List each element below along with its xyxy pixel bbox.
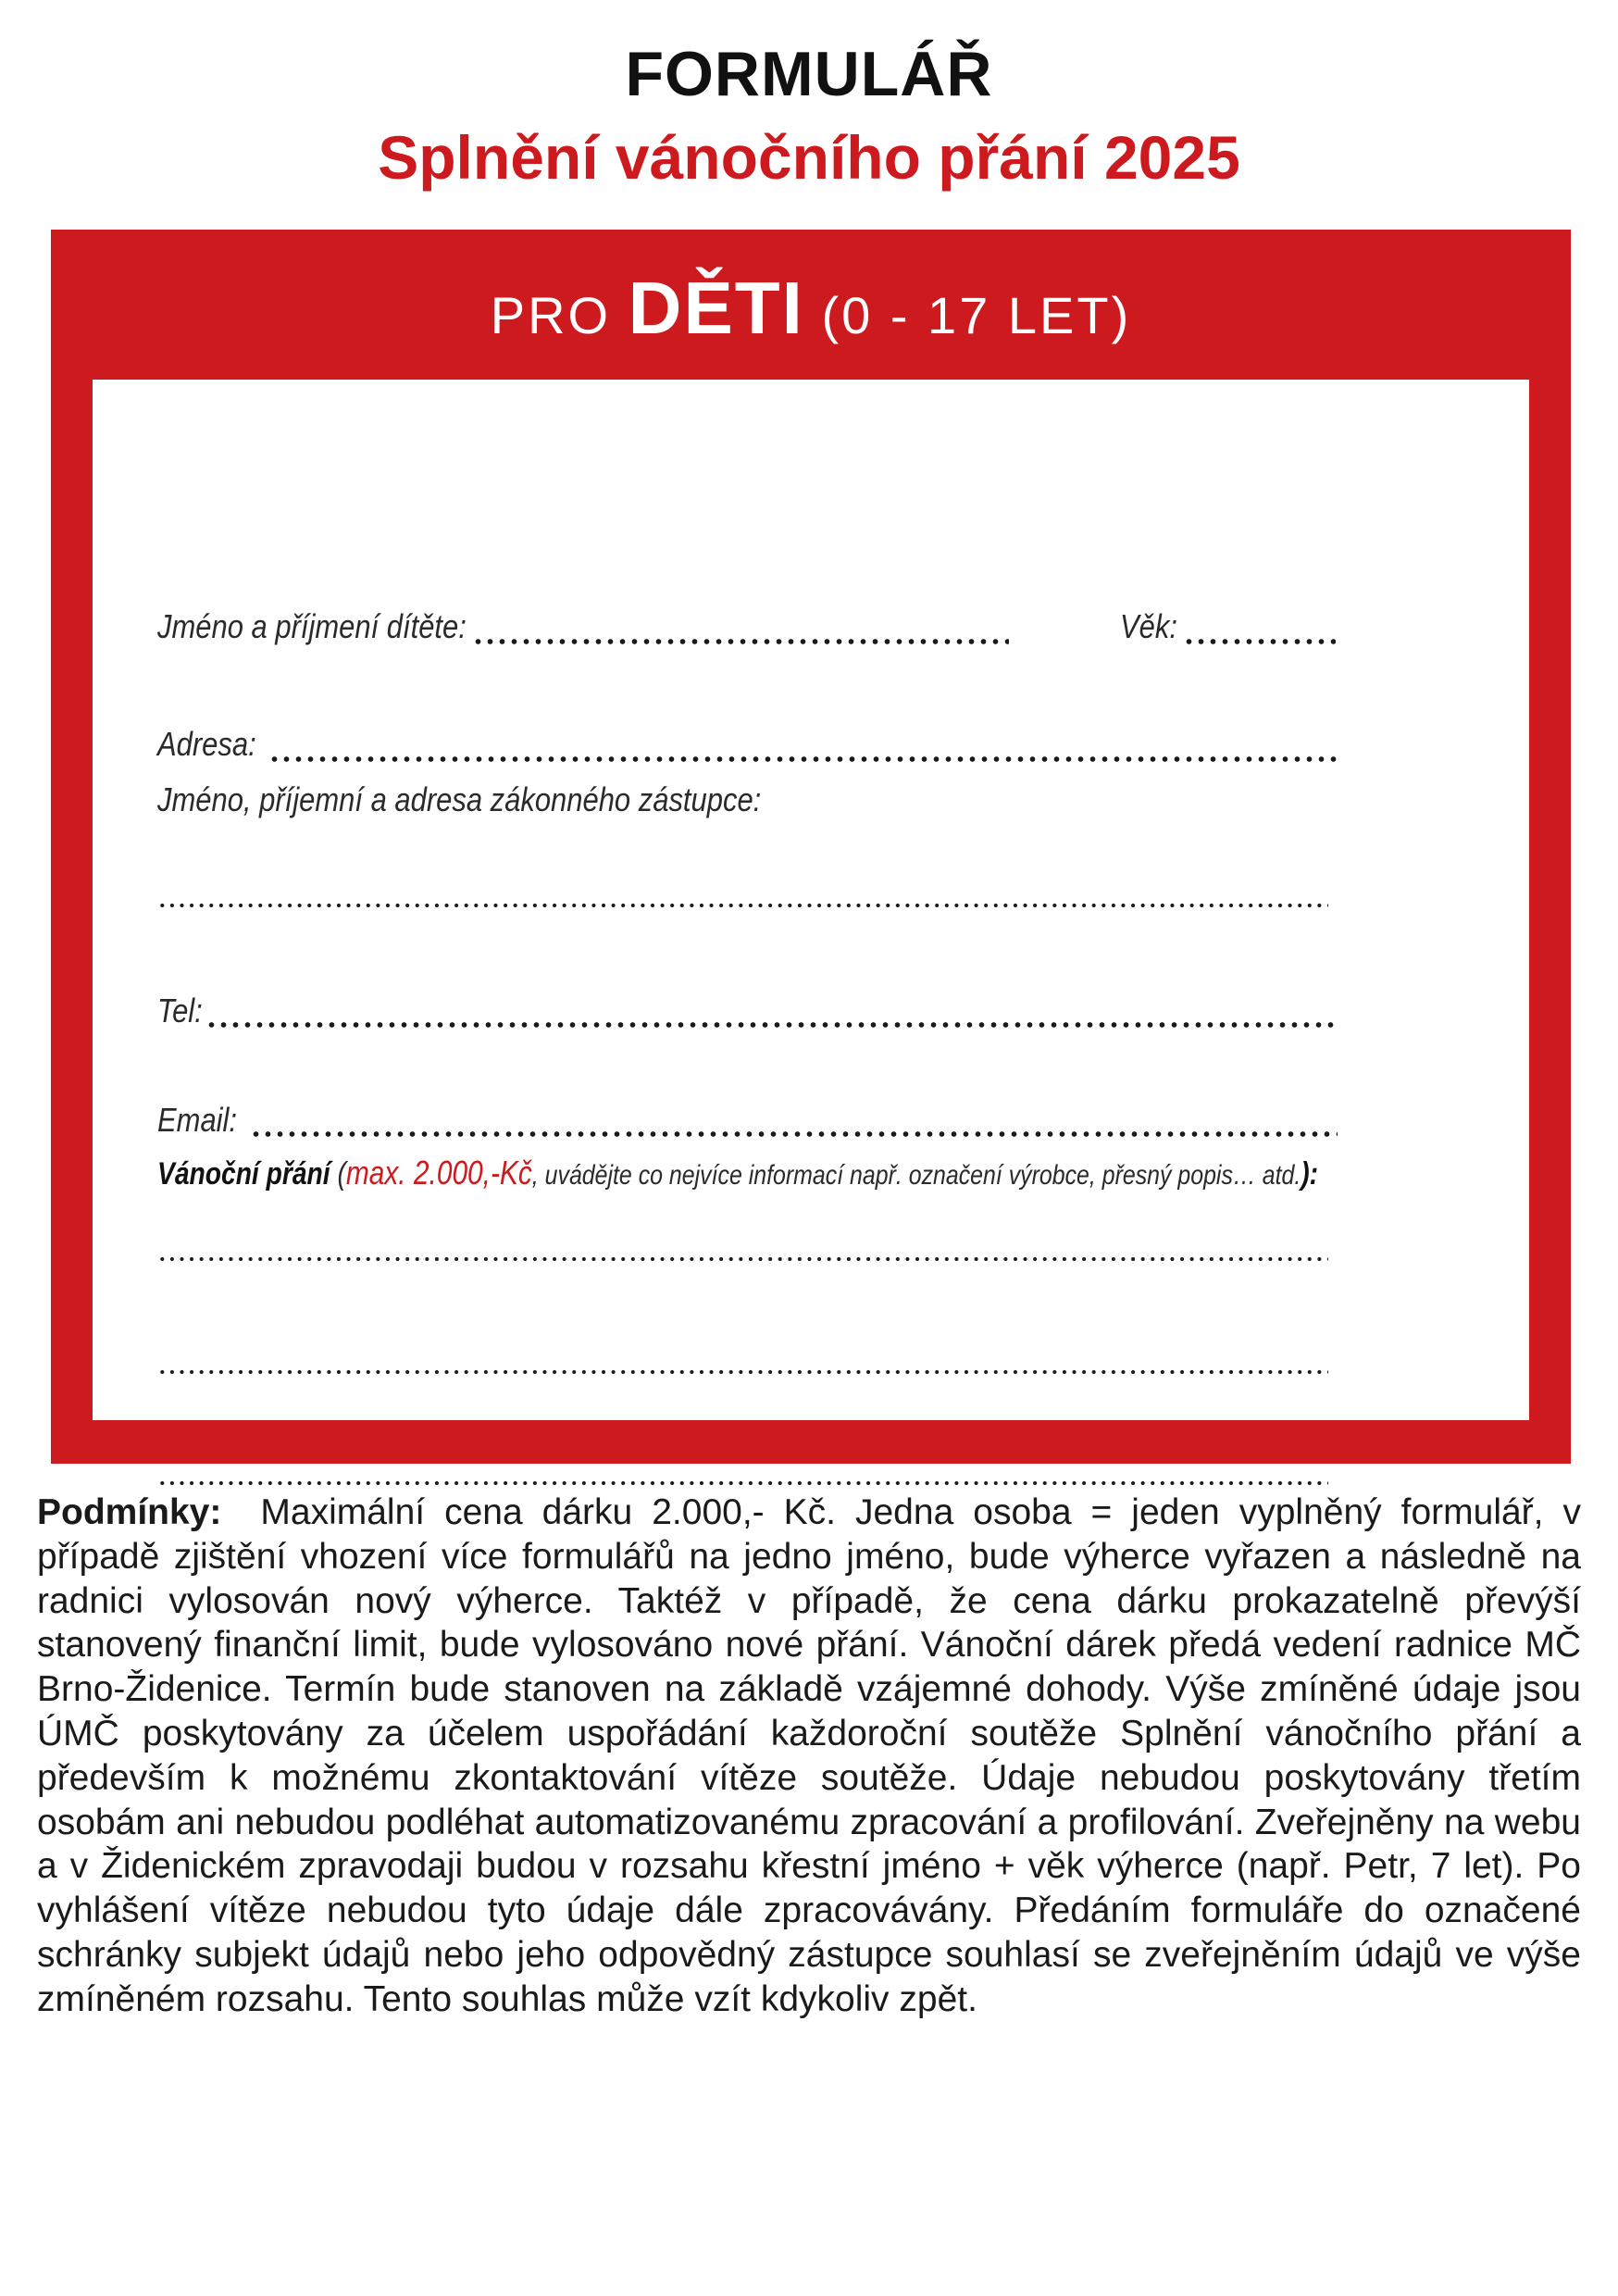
audience-heading — [51, 267, 1571, 349]
wish-max-price: max. 2.000,-Kč — [345, 1154, 532, 1192]
wish-line-3[interactable] — [157, 1479, 1328, 1487]
conditions-label: Podmínky: — [37, 1492, 222, 1532]
address-label: Adresa: — [157, 725, 256, 763]
audience-suffix: (0 - 17 LET) — [803, 286, 1132, 344]
conditions-text — [37, 1491, 1581, 2022]
wish-instructions: , uvádějte co nejvíce informací např. označení výrobce, přesný popis… atd. — [531, 1160, 1301, 1191]
wish-line-1[interactable] — [157, 1255, 1328, 1263]
email-field[interactable] — [250, 1129, 1338, 1139]
guardian-field[interactable] — [157, 902, 1328, 909]
wish-label-close: ): — [1301, 1156, 1319, 1192]
form-frame — [51, 230, 1571, 1464]
guardian-label: Jméno, příjemní a adresa zákonného zástupce: — [157, 780, 762, 818]
form-title: FORMULÁŘ — [625, 39, 993, 109]
child-name-field[interactable] — [472, 637, 1009, 646]
age-label: Věk: — [1120, 607, 1177, 645]
child-name-label: Jméno a příjmení dítěte: — [157, 607, 467, 645]
wish-line-2[interactable] — [157, 1368, 1328, 1376]
wish-label — [157, 1153, 1318, 1196]
address-field[interactable] — [268, 755, 1338, 764]
wish-label-title: Vánoční přání — [157, 1156, 330, 1192]
audience-prefix: PRO — [490, 286, 629, 344]
phone-label: Tel: — [157, 992, 203, 1029]
age-field[interactable] — [1183, 637, 1336, 646]
form-fields-panel — [93, 380, 1529, 1420]
phone-field[interactable] — [205, 1020, 1335, 1029]
wish-label-open: ( — [330, 1156, 346, 1192]
form-subtitle: Splnění vánočního přání 2025 — [378, 123, 1240, 192]
email-label: Email: — [157, 1101, 238, 1139]
audience-highlight: DĚTI — [628, 267, 804, 349]
conditions-body: Maximální cena dárku 2.000,- Kč. Jedna osoba = jeden vyplněný formulář, v případě zjištění vhození více formulářů na jedno jméno, bude výherce vyřazen a následně na radnici vylosován nový výherce. Taktéž v případě, že cena dárku prokazatelně převýší stanovený finanční limit, bude vylosováno nové přání. Vánoční dárek předá vedení radnice MČ Brno-Židenice. Termín bude stanoven na základě vzájemné dohody. Výše zmíněné údaje jsou ÚMČ poskytovány za účelem uspořádání každoroční soutěže Splnění vánočního přání a především k možnému zkontaktování vítěze soutěže. Údaje nebudou poskytovány třetím osobám ani nebudou podléhat automatizovanému zpracování a profilování. Zveřejněny na webu a v Židenickém zpravodaji budou v rozsahu křestní jméno + věk výherce (např. Petr, 7 let). Po vyhlášení vítěze nebudou tyto údaje dále zpracovávány. Předáním formuláře do označené schránky subjekt údajů nebo jeho odpovědný zástupce souhlasí se zveřejněním údajů ve výše zmíněném rozsahu. Tento souhlas může vzít kdykoliv zpět. — [37, 1492, 1582, 2019]
